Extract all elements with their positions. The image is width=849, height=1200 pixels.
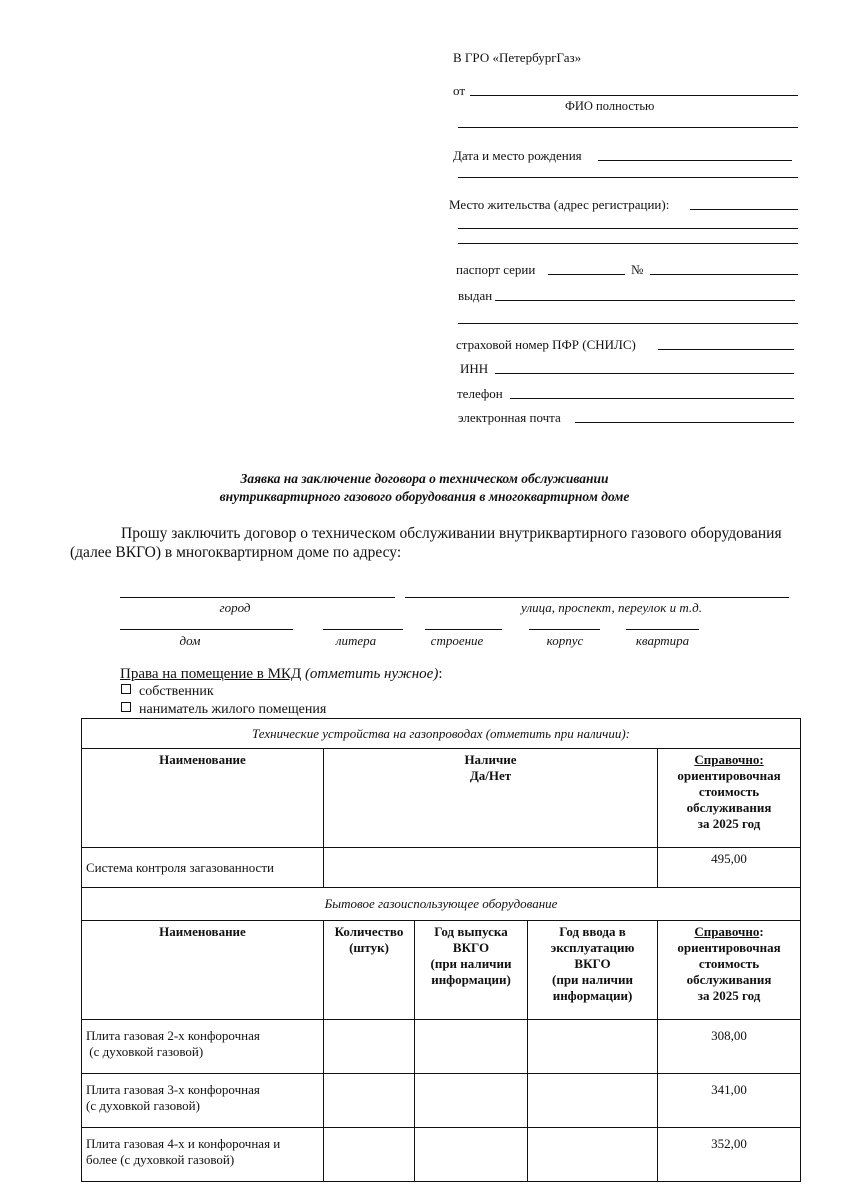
header-ref-title: Справочно [694, 924, 760, 939]
header-ref-line: обслуживания [686, 800, 772, 815]
row-service-year-cell[interactable] [528, 1074, 658, 1128]
header-year-line: Год выпуска [434, 924, 508, 939]
row-name: Система контроля загазованности [82, 848, 324, 888]
header-name: Наименование [82, 749, 324, 848]
issued-label: выдан [458, 288, 493, 303]
row-presence-cell[interactable] [324, 848, 658, 888]
table-row [82, 1128, 801, 1182]
phone-field[interactable] [510, 398, 794, 399]
header-ref-line: обслуживания [686, 972, 772, 987]
rights-colon: : [438, 666, 443, 682]
residence-field-line2[interactable] [458, 228, 798, 229]
checkbox-icon[interactable] [121, 684, 131, 694]
passport-number-label: № [631, 262, 644, 277]
header-ref-line: стоимость [698, 956, 760, 971]
header-ref-line: за 2025 год [697, 816, 761, 831]
request-text-line2: (далее ВКГО) в многоквартирном доме по адресу: [70, 544, 402, 561]
request-text-line1: Прошу заключить договор о техническом обслуживании внутриквартирного газового оборудования [121, 525, 782, 542]
row-quantity-cell[interactable] [324, 1074, 415, 1128]
email-field[interactable] [575, 422, 794, 423]
table-row [82, 749, 801, 848]
fio-hint: ФИО полностью [565, 99, 655, 113]
passport-number-field[interactable] [650, 274, 798, 275]
row-name [82, 1074, 324, 1128]
header-ref-colon: : [759, 924, 764, 939]
row-name-line: Плита газовая 4-х и конфорочная и [86, 1136, 281, 1151]
from-label: от [453, 83, 466, 98]
row-year-cell[interactable] [415, 1020, 528, 1074]
header-year-line: (при наличии [430, 956, 512, 971]
phone-label: телефон [457, 386, 503, 401]
table-row [82, 1020, 801, 1074]
row-service-year-cell[interactable] [528, 1020, 658, 1074]
row-year-cell[interactable] [415, 1128, 528, 1182]
row-name-line: Плита газовая 2-х конфорочная [86, 1028, 260, 1043]
row-price: 308,00 [658, 1020, 801, 1074]
header-year-line: информации) [431, 972, 511, 987]
rights-heading [120, 666, 442, 683]
header-reference-price [658, 749, 801, 848]
litera-caption: литера [335, 633, 377, 648]
birth-label: Дата и место рождения [453, 148, 582, 163]
snils-label: страховой номер ПФР (СНИЛС) [456, 337, 636, 352]
passport-series-field[interactable] [548, 274, 625, 275]
header-reference-price [658, 921, 801, 1020]
residence-field[interactable] [690, 209, 798, 210]
korpus-caption: корпус [546, 633, 584, 648]
city-caption: город [219, 600, 251, 615]
header-qty-line: (штук) [349, 940, 389, 955]
row-price: 341,00 [658, 1074, 801, 1128]
passport-series-label: паспорт серии [456, 262, 536, 277]
equipment-table [81, 718, 801, 1182]
header-presence [324, 749, 658, 848]
rights-option-tenant[interactable] [121, 702, 326, 718]
header-service-line: информации) [552, 988, 633, 1003]
row-service-year-cell[interactable] [528, 1128, 658, 1182]
header-service-line: ВКГО [574, 956, 611, 971]
row-price: 352,00 [658, 1128, 801, 1182]
street-field[interactable] [405, 597, 789, 598]
litera-field[interactable] [323, 629, 403, 630]
house-field[interactable] [120, 629, 293, 630]
header-qty-line: Количество [334, 924, 404, 939]
row-price: 495,00 [658, 848, 801, 888]
header-year-line: ВКГО [452, 940, 490, 955]
header-year [415, 921, 528, 1020]
row-quantity-cell[interactable] [324, 1128, 415, 1182]
apartment-caption: квартира [635, 633, 690, 648]
table-row [82, 921, 801, 1020]
city-field[interactable] [120, 597, 395, 598]
header-ref-line: за 2025 год [697, 988, 761, 1003]
header-ref-title: Справочно: [694, 752, 764, 767]
section1-title: Технические устройства на газопроводах (отметить при наличии): [82, 719, 801, 749]
row-name-line: (с духовкой газовой) [86, 1098, 200, 1113]
residence-field-line3[interactable] [458, 243, 798, 244]
table-row [82, 1074, 801, 1128]
header-name: Наименование [82, 921, 324, 1020]
table-row [82, 848, 801, 888]
issued-field[interactable] [495, 300, 795, 301]
inn-field[interactable] [495, 373, 794, 374]
header-service-line: (при наличии [552, 972, 633, 987]
header-service-year [528, 921, 658, 1020]
header-ref-line: ориентировочная [677, 940, 781, 955]
fio-field[interactable] [470, 95, 798, 96]
birth-field-line2[interactable] [458, 177, 798, 178]
building-field[interactable] [425, 629, 502, 630]
row-name-line: более (с духовкой газовой) [86, 1152, 235, 1167]
header-ref-line: ориентировочная [677, 768, 781, 783]
issued-field-line2[interactable] [458, 323, 798, 324]
street-caption: улица, проспект, переулок и т.д. [521, 600, 702, 615]
header-presence-line2: Да/Нет [469, 768, 512, 783]
header-service-line: эксплуатацию [550, 940, 635, 955]
rights-option-label: наниматель жилого помещения [139, 702, 327, 717]
table-row [82, 719, 801, 749]
header-quantity [324, 921, 415, 1020]
row-name-line: (с духовкой газовой) [86, 1044, 204, 1059]
inn-label: ИНН [460, 361, 489, 376]
recipient-org: В ГРО «ПетербургГаз» [453, 50, 582, 65]
building-caption: строение [430, 633, 484, 648]
rights-option-label: собственник [139, 684, 214, 699]
snils-field[interactable] [658, 349, 794, 350]
header-service-line: Год ввода в [559, 924, 626, 939]
rights-hint: (отметить нужное) [304, 666, 439, 682]
row-name-line: Плита газовая 3-х конфорочная [86, 1082, 260, 1097]
row-name [82, 1020, 324, 1074]
row-name [82, 1128, 324, 1182]
table-row [82, 888, 801, 921]
row-year-cell[interactable] [415, 1074, 528, 1128]
document-title-line2: внутриквартирного газового оборудования в многоквартирном доме [219, 489, 630, 504]
checkbox-icon[interactable] [121, 702, 131, 712]
row-quantity-cell[interactable] [324, 1020, 415, 1074]
apartment-field[interactable] [626, 629, 699, 630]
header-ref-line: стоимость [698, 784, 760, 799]
rights-option-owner[interactable] [121, 684, 214, 700]
email-label: электронная почта [458, 410, 561, 425]
fio-field-line2[interactable] [458, 127, 798, 128]
residence-label: Место жительства (адрес регистрации): [449, 197, 670, 212]
header-presence-line1: Наличие [464, 752, 517, 767]
document-title-line1: Заявка на заключение договора о техническом обслуживании [240, 471, 609, 486]
rights-label: Права на помещение в МКД [120, 666, 302, 682]
section2-title: Бытовое газоиспользующее оборудование [82, 888, 801, 921]
house-caption: дом [179, 633, 201, 648]
korpus-field[interactable] [529, 629, 600, 630]
birth-field[interactable] [598, 160, 792, 161]
